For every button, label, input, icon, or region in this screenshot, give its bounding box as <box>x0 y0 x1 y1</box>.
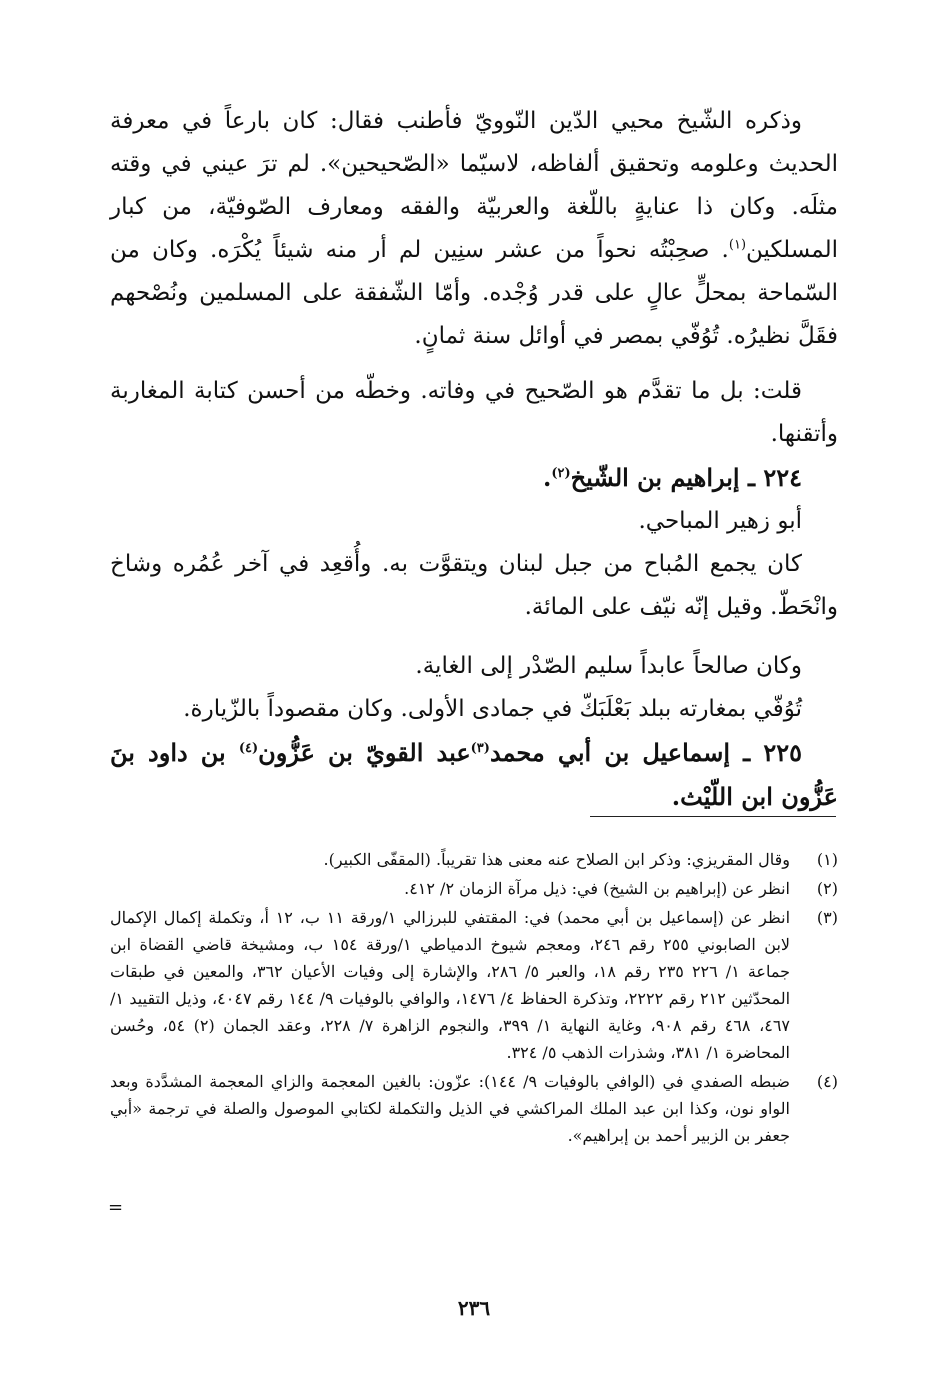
page-number: ٢٣٦ <box>457 1296 491 1320</box>
entry-224-kunya: أبو زهير المباحي. <box>638 508 802 534</box>
footnote-ref-4[interactable]: (٤) <box>238 741 259 756</box>
footnote-number: (٤) <box>816 1072 838 1091</box>
paragraph-nawawi <box>110 100 838 358</box>
footnote-2 <box>110 875 838 902</box>
continuation-mark: = <box>108 1197 124 1218</box>
footnote-number: (١) <box>816 850 838 869</box>
entry-224-title: ٢٢٤ ـ إبراهيم بن الشّيخ <box>570 463 802 492</box>
footnote-text: انظر عن (إبراهيم بن الشيخ) في: ذيل مرآة الزمان ٢/ ٤١٢. <box>404 879 790 898</box>
paragraph-nawawi-text: وذكره الشّيخ محيي الدّين النّوويّ فأطنب فقال: كان بارعاً في معرفة الحديث وعلومه وتحقيق ألفاظه، لاسيّما «الصّحيحين». لم ترَ عيني في وقته مثلَه. وكان ذا عنايةٍ باللّغة والعربيّة والفقه ومعارف الصّوفيّة، من كبار المسلكين <box>110 108 838 263</box>
entry-224-title-end: . <box>543 463 552 492</box>
footnote-ref-1[interactable]: (١) <box>728 237 747 253</box>
entry-224-paragraph-1: كان يجمع المُباح من جبل لبنان ويتقوَّت به. وأُقعِد في آخر عُمُره وشاخ وانْحَطّ. وقيل إنّه نيّف على المائة. <box>110 551 838 620</box>
entry-225-title-a: ٢٢٥ ـ إسماعيل بن أبي محمد <box>489 738 802 767</box>
footnote-number: (٢) <box>816 879 838 898</box>
entry-224-paragraph-3: تُوُفّي بمغارته ببلد بَعْلَبَكّ في جمادى الأولى. وكان مقصوداً بالزّيارة. <box>183 696 802 722</box>
footnote-separator <box>590 816 836 817</box>
footnote-text: وقال المقريزي: وذكر ابن الصلاح عنه معنى هذا تقريباً. (المقفّى الكبير). <box>323 850 790 869</box>
footnote-4 <box>110 1068 838 1149</box>
paragraph-qultu: قلت: بل ما تقدَّم هو الصّحيح في وفاته. وخطّه من أحسن كتابة المغاربة وأتقنها. <box>110 378 838 447</box>
footnote-text: ضبطه الصفدي في (الوافي بالوفيات ٩/ ١٤٤): عزّون: بالغين المعجمة والزاي المعجمة المشدَّدة وبعد الواو نون، وكذا ابن عبد الملك المراكشي في الذيل والتكملة لكتابي الموصول والصلة في ترجمة «أبي جعفر بن الزبير أحمد بن إبراهيم». <box>110 1072 791 1145</box>
footnote-3 <box>110 904 838 1066</box>
entry-224-paragraph-2: وكان صالحاً عابداً سليم الصّدْر إلى الغاية. <box>415 653 802 679</box>
paragraph-nawawi-text-cont: . صحِبْتُه نحواً من عشر سنِين لم أر منه شيئاً يُكْرَه. وكان من السّماحة بمحلٍّ عالٍ على قدر وُجْده. وأمّا الشّفقة على المسلمين ونُصْحهم فقَلَّ نظيرُه. تُوُفّي بمصر في أوائل سنة ثمانٍ. <box>110 237 838 349</box>
footnotes <box>110 846 838 1151</box>
main-text <box>110 100 838 819</box>
footnote-ref-3[interactable]: (٣) <box>470 741 490 756</box>
footnote-number: (٣) <box>816 908 838 927</box>
entry-225-title-c: بن داود بنَ عَزُّون ابن اللّيْث. <box>110 738 838 811</box>
entry-225-heading <box>110 731 838 819</box>
entry-224-heading <box>110 456 838 500</box>
footnote-1 <box>110 846 838 873</box>
footnote-ref-2[interactable]: (٢) <box>551 466 571 481</box>
entry-225-title-b: عبد القويّ بن عَزُّون <box>258 738 471 767</box>
footnote-text: انظر عن (إسماعيل بن أبي محمد) في: المقتفي للبرزالي ١/ورقة ١١ ب، ١٢ أ، وتكملة إكمال الإكمال لابن الصابوني ٢٥٥ رقم ٢٤٦، ومعجم شيوخ الدمياطي ١/ورقة ١٥٤ ب، ومشيخة قاضي القضاة ابن جماعة ١/ ٢٢٦ ٢٣٥ رقم ١٨، والعبر ٥/ ٢٨٦، والإشارة إلى وفيات الأعيان ٣٦٢، والمعين في طبقات المحدّثين ٢١٢ رقم ٢٢٢٢، وتذكرة الحفاظ ٤/ ١٤٧٦، والوافي بالوفيات ٩/ ١٤٤ رقم ٤٠٤٧، وذيل التقييد ١/ ٤٦٧، ٤٦٨ رقم ٩٠٨، وغاية النهاية ١/ ٣٩٩، والنجوم الزاهرة ٧/ ٢٢٨، وعقد الجمان (٢) ٥٤، وحُسن المحاضرة ١/ ٣٨١، وشذرات الذهب ٥/ ٣٢٤. <box>110 908 791 1062</box>
